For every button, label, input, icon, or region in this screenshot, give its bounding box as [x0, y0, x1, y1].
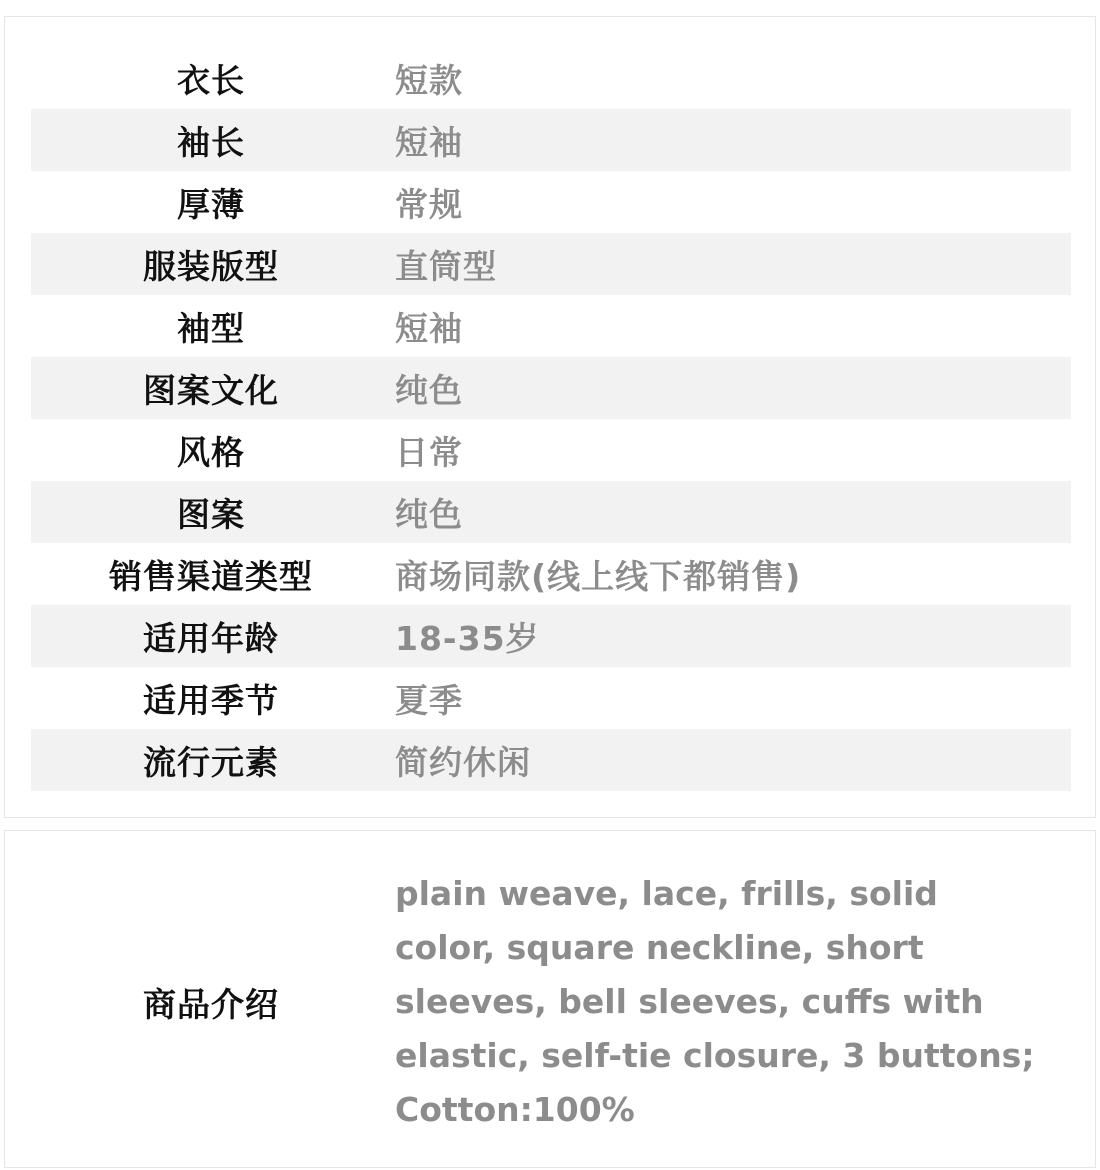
spec-row-fit — [31, 233, 1071, 295]
spec-row-length — [31, 47, 1071, 109]
spec-label: 适用年龄 — [143, 618, 279, 658]
spec-row-style — [31, 419, 1071, 481]
spec-table — [31, 47, 1071, 791]
spec-value: 18-35岁 — [395, 618, 540, 658]
spec-row-trend — [31, 729, 1071, 791]
spec-label: 服装版型 — [143, 246, 279, 286]
spec-value: 夏季 — [395, 680, 463, 720]
spec-value: 纯色 — [395, 494, 463, 534]
spec-value: 直筒型 — [395, 246, 497, 286]
spec-value: 日常 — [395, 432, 463, 472]
spec-value: 常规 — [395, 184, 463, 224]
spec-label: 袖型 — [177, 308, 245, 348]
spec-value: 短款 — [395, 60, 463, 100]
spec-value: 纯色 — [395, 370, 463, 410]
product-intro-card — [4, 830, 1096, 1168]
spec-value: 商场同款(线上线下都销售) — [395, 556, 802, 596]
spec-label: 流行元素 — [143, 742, 279, 782]
spec-label: 厚薄 — [177, 184, 245, 224]
spec-label: 袖长 — [177, 122, 245, 162]
spec-row-sales-channel — [31, 543, 1071, 605]
intro-label: 商品介绍 — [143, 984, 279, 1024]
spec-value: 简约休闲 — [395, 742, 531, 782]
intro-row — [31, 861, 1071, 1143]
product-spec-card — [4, 16, 1096, 818]
spec-row-pattern-culture — [31, 357, 1071, 419]
spec-label: 图案文化 — [143, 370, 279, 410]
intro-text: plain weave, lace, frills, solid color, square neckline, short sleeves, bell sleeves, cuffs with elastic, self-tie closure, 3 buttons; Cotton:100% — [395, 874, 1035, 1129]
spec-label: 风格 — [177, 432, 245, 472]
spec-row-season — [31, 667, 1071, 729]
spec-row-age — [31, 605, 1071, 667]
spec-row-thickness — [31, 171, 1071, 233]
spec-label: 图案 — [177, 494, 245, 534]
spec-value: 短袖 — [395, 308, 463, 348]
spec-label: 销售渠道类型 — [109, 556, 313, 596]
spec-value: 短袖 — [395, 122, 463, 162]
spec-row-sleeve-length — [31, 109, 1071, 171]
spec-row-pattern — [31, 481, 1071, 543]
spec-row-sleeve-type — [31, 295, 1071, 357]
spec-label: 衣长 — [177, 60, 245, 100]
spec-label: 适用季节 — [143, 680, 279, 720]
